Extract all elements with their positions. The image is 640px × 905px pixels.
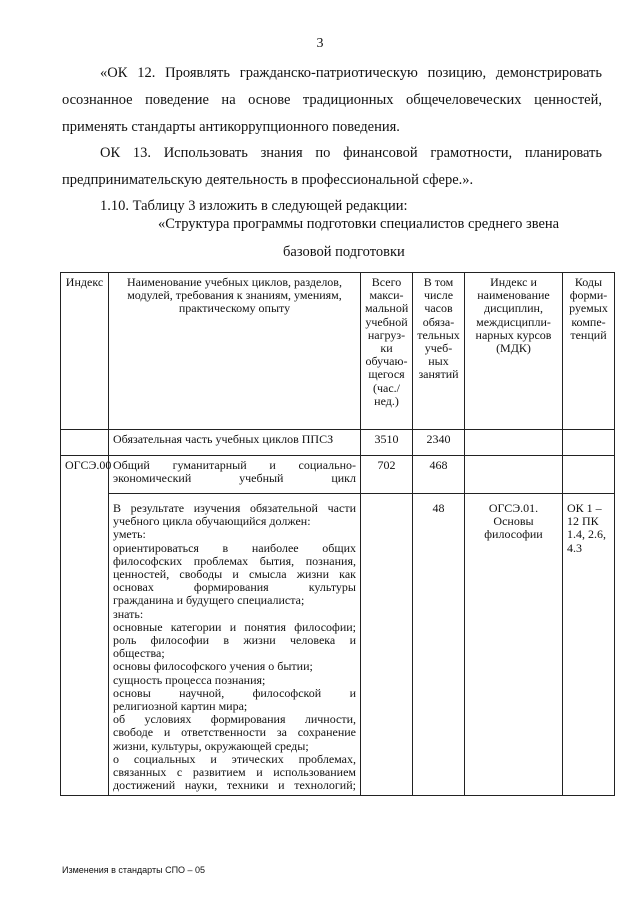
row1-discipline xyxy=(465,430,563,456)
table-row xyxy=(61,456,615,494)
table-title-line2: базовой подготовки xyxy=(283,244,405,260)
desc-line: религиозной картин мира; xyxy=(113,699,248,714)
paragraph-ok13: ОК 13. Использовать знания по финансовой грамотности, планировать предпринимательскую деятельность в профессиональной сфере.». xyxy=(62,145,602,188)
paragraph-ok12: «ОК 12. Проявлять гражданско-патриотическую позицию, демонстрировать осознанное поведение на основе традиционных общечеловеческих ценностей, применять стандарты антикоррупционного поведения. xyxy=(62,65,602,135)
desc-line: знать: xyxy=(113,606,144,621)
desc-line: ориентироваться в наиболее общих xyxy=(113,540,356,555)
row2-competencies xyxy=(563,456,615,494)
header-competencies: Коды форми-руемых компе-тенций xyxy=(563,273,615,430)
table-title-line1: «Структура программы подготовки специалистов среднего звена xyxy=(158,216,560,232)
paragraph-item-1-10: 1.10. Таблицу 3 изложить в следующей редакции: xyxy=(100,198,408,214)
desc-line: жизни, культуры, окружающей среды; xyxy=(113,738,309,753)
row3-total xyxy=(361,494,413,796)
header-name: Наименование учебных циклов, разделов, модулей, требования к знаниям, умениям, практическому опыту xyxy=(109,273,361,430)
page-number: 3 xyxy=(316,36,324,51)
row3-competencies: ОК 1 – 12 ПК 1.4, 2.6, 4.3 xyxy=(563,494,615,796)
structure-table xyxy=(60,272,615,796)
row1-index xyxy=(61,430,109,456)
desc-line: философских проблемах бытия, познания, xyxy=(113,553,356,568)
row1-total: 3510 xyxy=(361,430,413,456)
desc-line: основные категории и понятия философии; xyxy=(113,619,356,634)
header-discipline: Индекс и наименование дисциплин, междисципли-нарных курсов (МДК) xyxy=(465,273,563,430)
desc-line: о социальных и этических проблемах, xyxy=(113,751,356,766)
header-index: Индекс xyxy=(61,273,109,430)
row3-discipline: ОГСЭ.01. Основы философии xyxy=(465,494,563,796)
footer-note: Изменения в стандарты СПО – 05 xyxy=(62,865,206,875)
table-row xyxy=(61,494,615,796)
desc-line: уметь: xyxy=(113,527,146,542)
desc-line: роль философии в жизни человека и xyxy=(113,633,356,648)
desc-line: ценностей, свободы и смысла жизни как xyxy=(113,567,356,582)
desc-line: связанных с развитием и использованием xyxy=(113,765,356,780)
header-total: Всего макси-мальной учебной нагруз-ки обучаю-щегося (час./ нед.) xyxy=(361,273,413,430)
row1-mandatory: 2340 xyxy=(413,430,465,456)
row2-name: Общий гуманитарный и социально-экономический учебный цикл xyxy=(109,456,361,494)
desc-line: свободе и ответственности за сохранение xyxy=(113,725,356,740)
desc-line: основах формирования культуры xyxy=(113,580,356,595)
desc-line: основы научной, философской и xyxy=(113,685,356,700)
header-mandatory: В том числе часов обяза-тельных учеб-ных занятий xyxy=(413,273,465,430)
desc-line: сущность процесса познания; xyxy=(113,672,266,687)
table-row xyxy=(61,430,615,456)
row1-competencies xyxy=(563,430,615,456)
row2-index: ОГСЭ.00 xyxy=(61,456,109,796)
row2-total: 702 xyxy=(361,456,413,494)
desc-line: общества; xyxy=(113,646,165,661)
row3-name xyxy=(109,494,361,796)
desc-line: достижений науки, техники и технологий; xyxy=(113,778,356,793)
desc-line: об условиях формирования личности, xyxy=(113,712,356,727)
desc-line: учебного цикла обучающийся должен: xyxy=(113,514,311,529)
row2-discipline xyxy=(465,456,563,494)
row1-name: Обязательная часть учебных циклов ППСЗ xyxy=(109,430,361,456)
table-header-row xyxy=(61,273,615,430)
desc-line: гражданина и будущего специалиста; xyxy=(113,593,305,608)
row3-mandatory: 48 xyxy=(413,494,465,796)
desc-line: основы философского учения о бытии; xyxy=(113,659,313,674)
row2-mandatory: 468 xyxy=(413,456,465,494)
desc-line: В результате изучения обязательной части xyxy=(113,501,356,515)
